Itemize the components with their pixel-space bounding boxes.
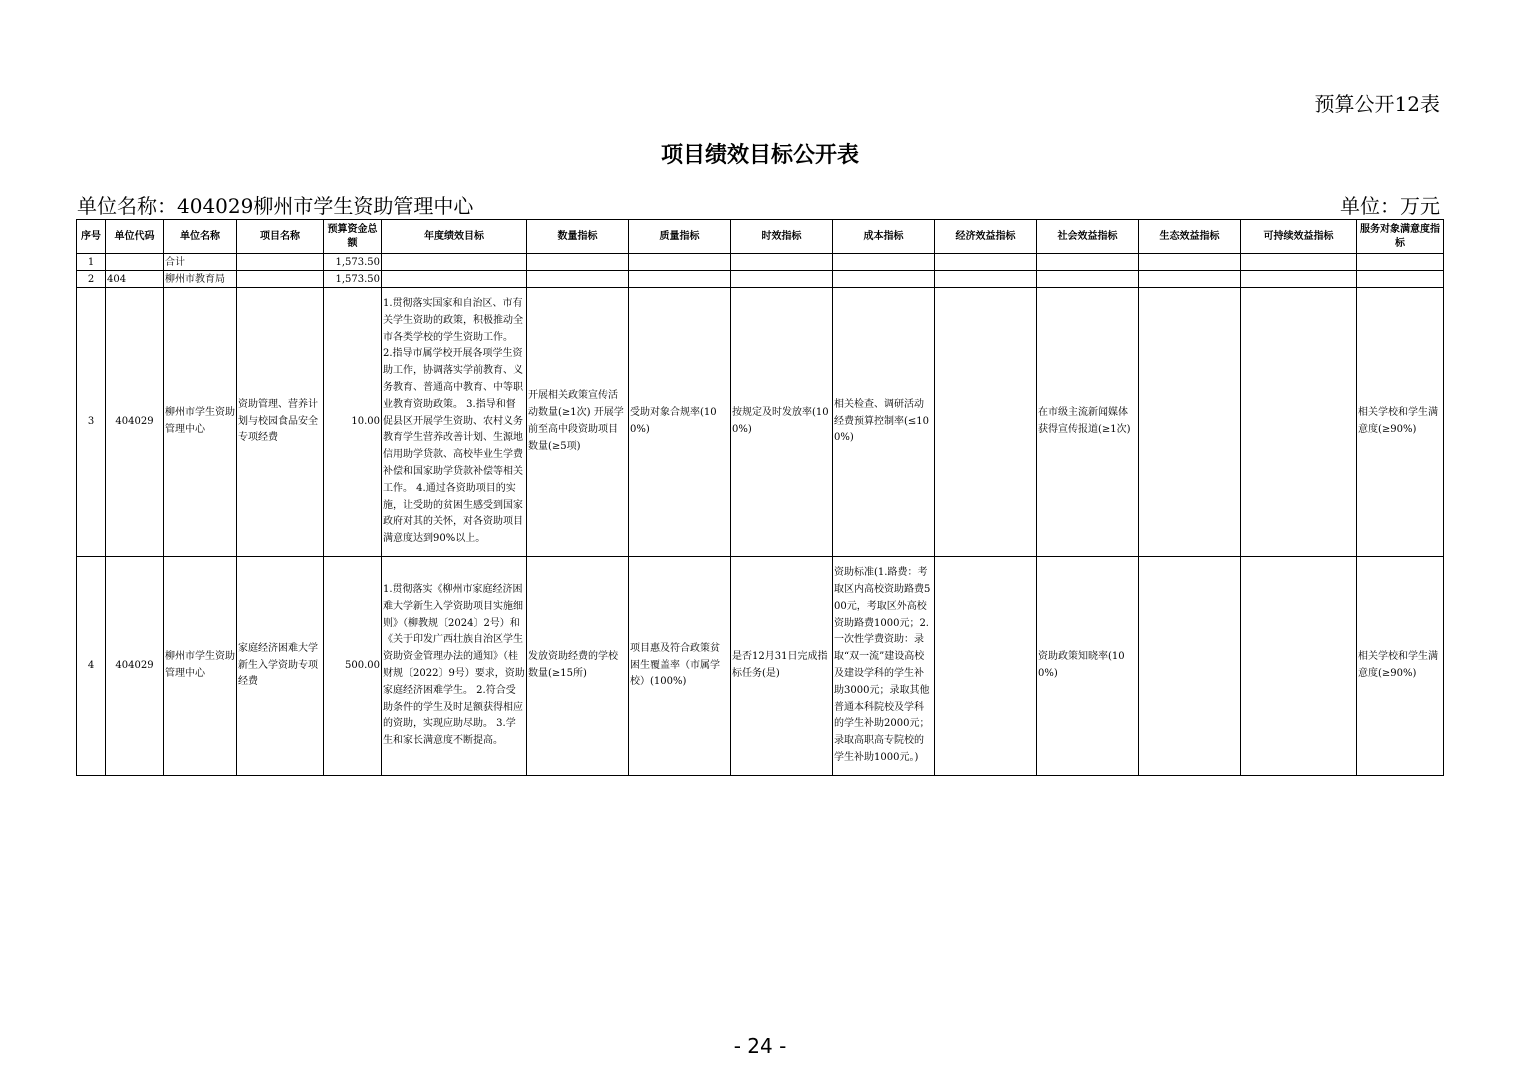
column-header: 社会效益指标	[1037, 220, 1139, 254]
table-cell	[1139, 254, 1241, 271]
table-cell: 资助政策知晓率(100%)	[1037, 557, 1139, 776]
table-cell	[527, 254, 629, 271]
table-cell: 开展相关政策宣传活动数量(≥1次) 开展学前至高中段资助项目数量(≥5项)	[527, 288, 629, 557]
table-cell	[1241, 271, 1357, 288]
column-header: 年度绩效目标	[382, 220, 527, 254]
table-row	[77, 557, 1444, 776]
column-header: 单位名称	[164, 220, 237, 254]
column-header: 数量指标	[527, 220, 629, 254]
table-cell: 2	[77, 271, 106, 288]
table-cell	[833, 254, 935, 271]
table-cell: 1	[77, 254, 106, 271]
table-cell	[1037, 254, 1139, 271]
table-cell: 相关学校和学生满意度(≥90%)	[1357, 288, 1444, 557]
table-cell: 是否12月31日完成指标任务(是)	[731, 557, 833, 776]
table-cell: 相关学校和学生满意度(≥90%)	[1357, 557, 1444, 776]
table-cell	[1241, 557, 1357, 776]
table-cell	[1037, 271, 1139, 288]
table-cell: 柳州市教育局	[164, 271, 237, 288]
column-header: 成本指标	[833, 220, 935, 254]
table-cell: 1,573.50	[324, 254, 382, 271]
table-cell: 1.贯彻落实《柳州市家庭经济困难大学新生入学资助项目实施细则》（柳教规〔2024〕2号）和《关于印发广西壮族自治区学生资助资金管理办法的通知》（桂财规〔2022〕9号）要求，资助家庭经济困难学生。 2.符合受助条件的学生及时足额获得相应的资助，实现应助尽助。 3.学生和家长满意度不断提高。	[382, 557, 527, 776]
column-header: 单位代码	[106, 220, 164, 254]
table-cell: 500.00	[324, 557, 382, 776]
table-cell	[1241, 288, 1357, 557]
table-cell	[833, 271, 935, 288]
table-cell	[1357, 271, 1444, 288]
table-cell	[935, 557, 1037, 776]
table-header-row	[77, 220, 1444, 254]
table-cell: 1.贯彻落实国家和自治区、市有关学生资助的政策，积极推动全市各类学校的学生资助工作。 2.指导市属学校开展各项学生资助工作，协调落实学前教育、义务教育、普通高中教育、中等职业教育资助政策。 3.指导和督促县区开展学生资助、农村义务教育学生营养改善计划、生源地信用助学贷款、高校毕业生学费补偿和国家助学贷款补偿等相关工作。 4.通过各资助项目的实施，让受助的贫困生感受到国家政府对其的关怀，对各资助项目满意度达到90%以上。	[382, 288, 527, 557]
form-id: 预算公开12表	[1314, 92, 1440, 116]
table-cell	[731, 254, 833, 271]
table-cell	[935, 254, 1037, 271]
table-cell	[382, 254, 527, 271]
table-cell: 相关检查、调研活动经费预算控制率(≤100%)	[833, 288, 935, 557]
table-cell: 柳州市学生资助管理中心	[164, 288, 237, 557]
table-cell: 3	[77, 288, 106, 557]
column-header: 项目名称	[237, 220, 324, 254]
table-cell	[935, 271, 1037, 288]
table-cell: 受助对象合规率(100%)	[629, 288, 731, 557]
table-cell	[731, 271, 833, 288]
table-cell	[106, 254, 164, 271]
table-cell	[1357, 254, 1444, 271]
performance-target-table	[76, 219, 1444, 776]
table-cell	[1139, 271, 1241, 288]
column-header: 质量指标	[629, 220, 731, 254]
table-cell: 资助管理、营养计划与校园食品安全专项经费	[237, 288, 324, 557]
table-cell	[382, 271, 527, 288]
table-cell: 10.00	[324, 288, 382, 557]
column-header: 可持续效益指标	[1241, 220, 1357, 254]
page-number: - 24 -	[733, 1034, 787, 1058]
column-header: 预算资金总额	[324, 220, 382, 254]
table-cell: 404	[106, 271, 164, 288]
table-cell: 404029	[106, 288, 164, 557]
table-row	[77, 288, 1444, 557]
table-cell: 发放资助经费的学校数量(≥15所)	[527, 557, 629, 776]
unit-measure: 单位：万元	[1340, 194, 1440, 218]
table-cell	[527, 271, 629, 288]
table-cell: 合计	[164, 254, 237, 271]
table-cell: 在市级主流新闻媒体获得宣传报道(≥1次)	[1037, 288, 1139, 557]
column-header: 时效指标	[731, 220, 833, 254]
table-row	[77, 271, 1444, 288]
table-cell	[935, 288, 1037, 557]
table-cell	[1139, 557, 1241, 776]
column-header: 生态效益指标	[1139, 220, 1241, 254]
table-cell: 项目惠及符合政策贫困生覆盖率（市属学校）(100%)	[629, 557, 731, 776]
table-cell	[237, 271, 324, 288]
table-cell: 资助标准(1.路费：考取区内高校资助路费500元，考取区外高校资助路费1000元；2.一次性学费资助：录取“双一流”建设高校及建设学科的学生补助3000元；录取其他普通本科院校及学科的学生补助2000元；录取高职高专院校的学生补助1000元。)	[833, 557, 935, 776]
table-row	[77, 254, 1444, 271]
table-cell: 柳州市学生资助管理中心	[164, 557, 237, 776]
table-cell: 家庭经济困难大学新生入学资助专项经费	[237, 557, 324, 776]
table-cell: 1,573.50	[324, 271, 382, 288]
column-header: 服务对象满意度指标	[1357, 220, 1444, 254]
table-cell	[629, 271, 731, 288]
table-cell	[1241, 254, 1357, 271]
table-cell: 按规定及时发放率(100%)	[731, 288, 833, 557]
document-title: 项目绩效目标公开表	[660, 143, 859, 168]
table-cell: 4	[77, 557, 106, 776]
table-cell	[237, 254, 324, 271]
column-header: 序号	[77, 220, 106, 254]
table-cell	[1139, 288, 1241, 557]
table-cell: 404029	[106, 557, 164, 776]
column-header: 经济效益指标	[935, 220, 1037, 254]
unit-name: 单位名称：404029柳州市学生资助管理中心	[77, 194, 474, 218]
table-cell	[629, 254, 731, 271]
